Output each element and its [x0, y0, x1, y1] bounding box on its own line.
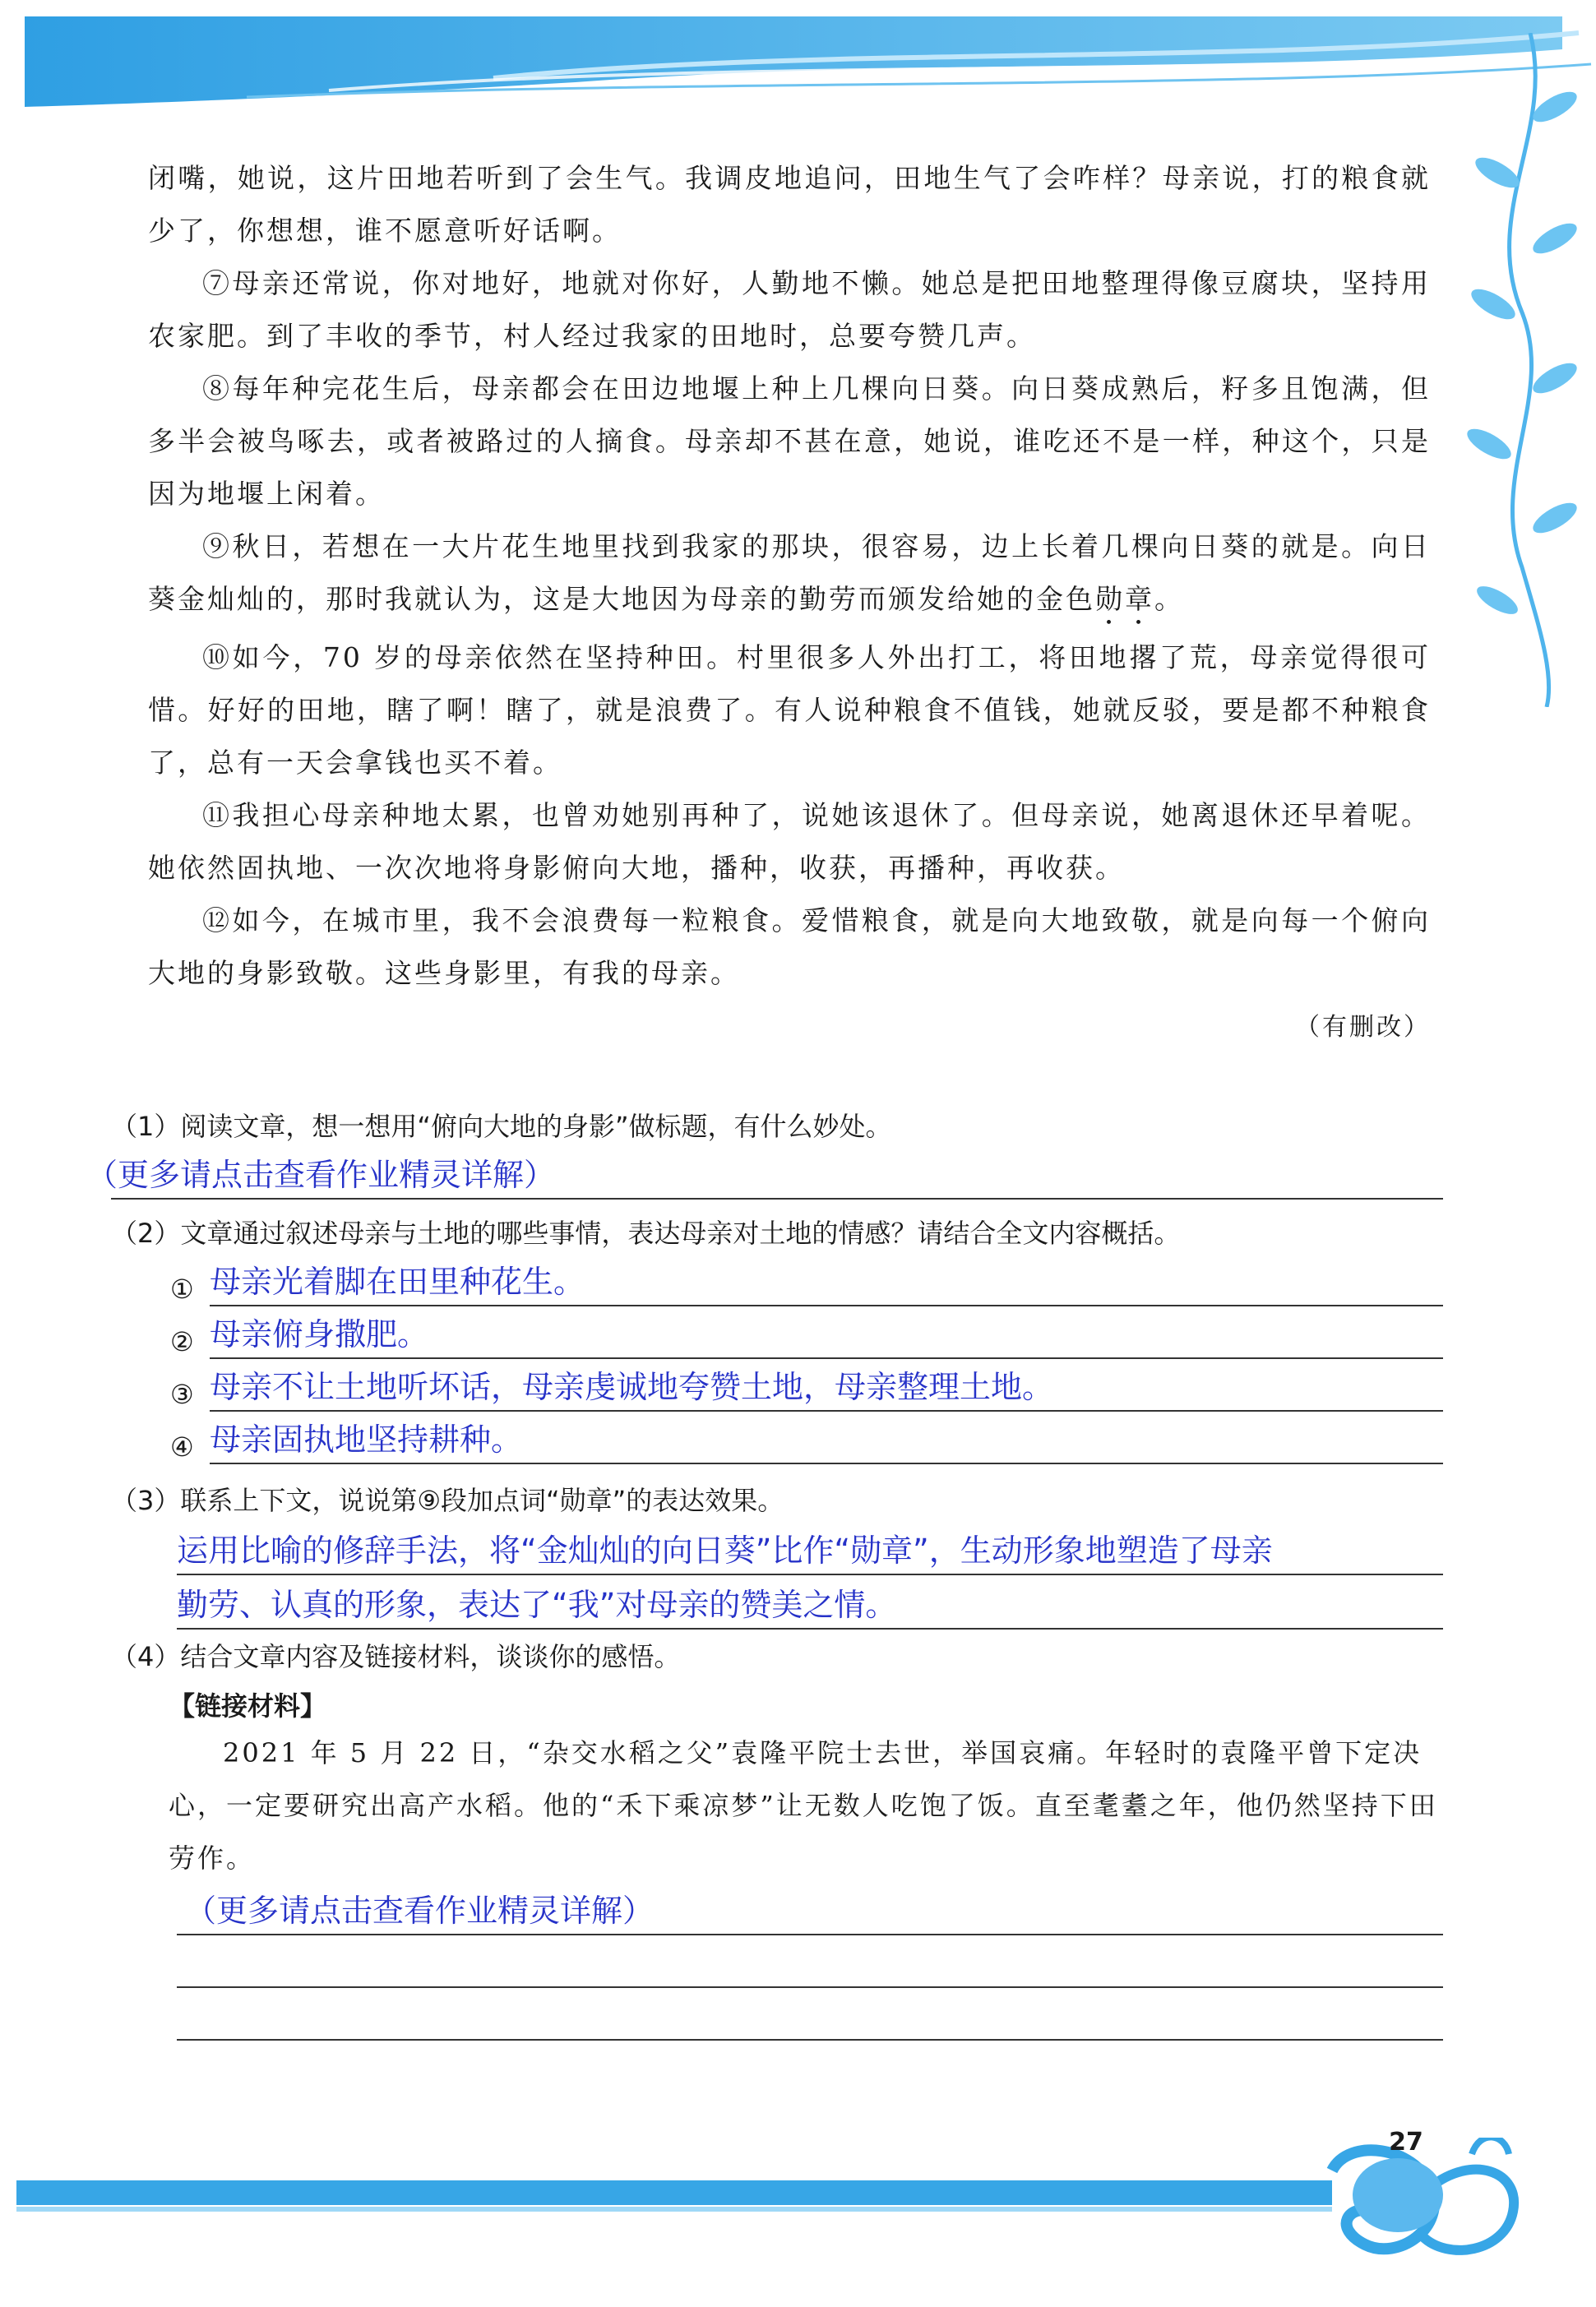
paragraph-7: ⑦母亲还常说，你对地好，地就对你好，人勤地不懒。她总是把田地整理得像豆腐块，坚持用农家肥。到了丰收的季节，村人经过我家的田地时，总要夸赞几声。 [148, 267, 1431, 352]
paragraph-11: ⑪我担心母亲种地太累，也曾劝她别再种了，说她该退休了。但母亲说，她离退休还早着呢。她依然固执地、一次次地将身影俯向大地，播种，收获，再播种，再收获。 [148, 799, 1431, 884]
question-3-text: （3）联系上下文，说说第⑨段加点词“勋章”的表达效果。 [111, 1485, 784, 1516]
passage [148, 152, 1431, 1052]
paragraph-12: ⑫如今，在城市里，我不会浪费每一粒粮食。爱惜粮食，就是向大地致敬，就是向每一个俯向大地的身影致敬。这些身影里，有我的母亲。 [148, 904, 1431, 989]
item-number: ④ [170, 1431, 194, 1463]
answer-line-q4-2 [177, 1935, 1443, 1988]
question-3 [111, 1480, 1443, 1630]
page-number: 27 [1389, 2128, 1423, 2157]
answer-line-q3-1 [177, 1521, 1443, 1575]
question-1-text: （1）阅读文章，想一想用“俯向大地的身影”做标题，有什么妙处。 [111, 1111, 892, 1142]
answer-q1[interactable]: （更多请点击查看作业精灵详解） [86, 1157, 556, 1193]
answer-line-q2-3 [170, 1359, 1443, 1412]
question-2-text: （2）文章通过叙述母亲与土地的哪些事情，表达母亲对土地的情感？请结合全文内容概括。 [111, 1218, 1181, 1249]
item-number: ② [170, 1326, 194, 1357]
answer-line-q4-1 [177, 1884, 1443, 1935]
answer-line-q2-2 [170, 1306, 1443, 1359]
source-note: （有删改） [1295, 1013, 1431, 1042]
item-number: ① [170, 1274, 194, 1305]
link-material-title: 【链接材料】 [169, 1690, 327, 1722]
bottom-decorative-band [0, 2138, 1596, 2307]
vine-decoration [1432, 33, 1596, 707]
top-decorative-band [0, 0, 1596, 123]
answer-line-q4-3 [177, 1988, 1443, 2041]
question-2 [111, 1213, 1443, 1464]
answer-q2-3[interactable]: 母亲不让土地听坏话，母亲虔诚地夸赞土地，母亲整理土地。 [210, 1369, 1054, 1405]
question-1 [86, 1106, 1443, 1200]
answer-q2-2[interactable]: 母亲俯身撒肥。 [210, 1316, 429, 1352]
question-4 [111, 1636, 1443, 2041]
answer-q2-1[interactable]: 母亲光着脚在田里种花生。 [210, 1264, 585, 1300]
answer-q3-line1[interactable]: 运用比喻的修辞手法，将“金灿灿的向日葵”比作“勋章”，生动形象地塑造了母亲 [177, 1533, 1273, 1569]
answer-q3-line2[interactable]: 勤劳、认真的形象，表达了“我”对母亲的赞美之情。 [177, 1587, 897, 1623]
paragraph-8: ⑧每年种完花生后，母亲都会在田边地堰上种上几棵向日葵。向日葵成熟后，籽多且饱满，但多半会被鸟啄去，或者被路过的人摘食。母亲却不甚在意，她说，谁吃还不是一样，种这个，只是因为地堰上闲着。 [148, 372, 1431, 510]
paragraph-6-continued: 闭嘴，她说，这片田地若听到了会生气。我调皮地追问，田地生气了会咋样？母亲说，打的粮食就少了，你想想，谁不愿意听好话啊。 [148, 162, 1431, 247]
answer-q2-4[interactable]: 母亲固执地坚持耕种。 [210, 1422, 523, 1458]
link-material-text: 2021 年 5 月 22 日，“杂交水稻之父”袁隆平院士去世，举国哀痛。年轻时的袁隆平曾下定决心，一定要研究出高产水稻。他的“禾下乘凉梦”让无数人吃饱了饭。直至耄耋之年，他仍然坚持下田劳作。 [169, 1737, 1438, 1874]
item-number: ③ [170, 1379, 194, 1410]
emphasized-word-medal: 勋章 [1095, 583, 1154, 615]
answer-q4[interactable]: （更多请点击查看作业精灵详解） [185, 1893, 655, 1929]
paragraph-9-end: 。 [1154, 583, 1184, 615]
answer-line-q2-4 [170, 1412, 1443, 1464]
answer-line-q3-2 [177, 1575, 1443, 1630]
answer-line-q2-1 [170, 1254, 1443, 1306]
paragraph-9 [148, 520, 1431, 631]
question-4-text: （4）结合文章内容及链接材料，谈谈你的感悟。 [111, 1641, 681, 1672]
answer-line-q1 [86, 1147, 1443, 1200]
paragraph-10: ⑩如今，70 岁的母亲依然在坚持种田。村里很多人外出打工，将田地撂了荒，母亲觉得很可惜。好好的田地，瞎了啊！瞎了，就是浪费了。有人说种粮食不值钱，她就反驳，要是都不种粮食了，总有一天会拿钱也买不着。 [148, 641, 1431, 779]
paragraph-9-text: ⑨秋日，若想在一大片花生地里找到我家的那块，很容易，边上长着几棵向日葵的就是。向日葵金灿灿的，那时我就认为，这是大地因为母亲的勤劳而颁发给她的金色 [148, 530, 1431, 615]
